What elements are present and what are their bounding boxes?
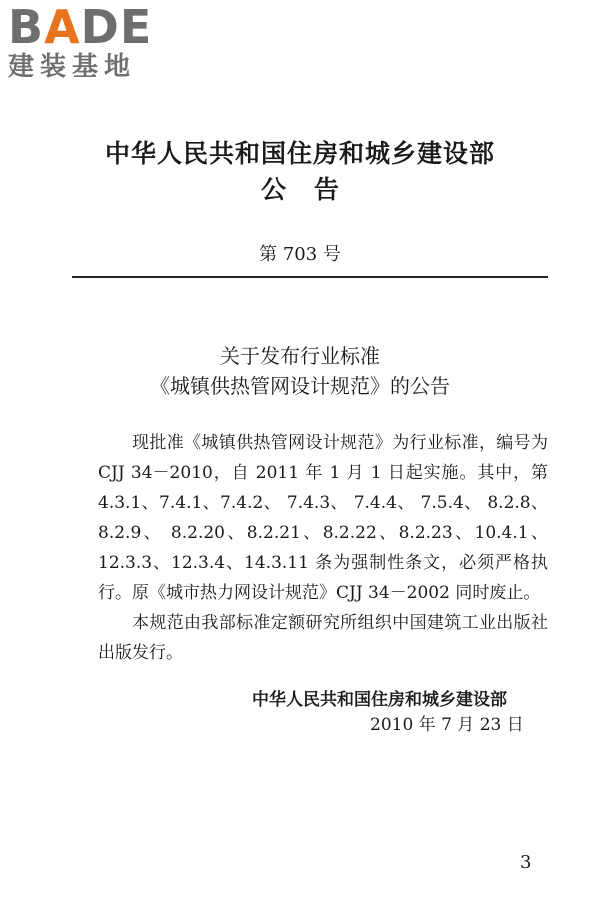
document-number: 第 703 号 — [259, 244, 341, 265]
logo-letter-b: B — [8, 0, 45, 54]
logo-letters-de: DE — [80, 0, 153, 54]
header-divider — [72, 276, 548, 278]
notice-body — [98, 428, 548, 668]
signature-date: 2010 年 7 月 23 日 — [370, 715, 524, 735]
logo-wordmark — [8, 0, 178, 54]
page-number: 3 — [520, 852, 532, 873]
body-paragraph-1: 现批准《城镇供热管网设计规范》为行业标准，编号为 CJJ 34－2010，自 2011 年 1 月 1 日起实施。其中，第 4.3.1、7.4.1、7.4.2、 7.4.3、 7.4.4、 7.5.4、 8.2.8、 8.2.9、 8.2.20、8.2.21、8.2.22、8.2.23、10.4.1、12.3.3、12.3.4、14.3.11 条为强制性条文，必须严格执行。原《城市热力网设计规范》CJJ 34－2002 同时废止。 — [98, 433, 548, 603]
issuer-title: 中华人民共和国住房和城乡建设部 — [104, 139, 495, 168]
signature-organization: 中华人民共和国住房和城乡建设部 — [252, 690, 507, 710]
logo-letter-a: A — [44, 0, 81, 54]
brand-logo — [8, 0, 178, 82]
body-paragraph-2: 本规范由我部标准定额研究所组织中国建筑工业出版社出版发行。 — [98, 613, 548, 663]
notice-title-line2: 《城镇供热管网设计规范》的公告 — [150, 374, 450, 398]
announcement-label: 公告 — [260, 175, 367, 204]
notice-title-line1: 关于发布行业标准 — [220, 344, 380, 368]
logo-subtitle: 建装基地 — [8, 52, 137, 82]
